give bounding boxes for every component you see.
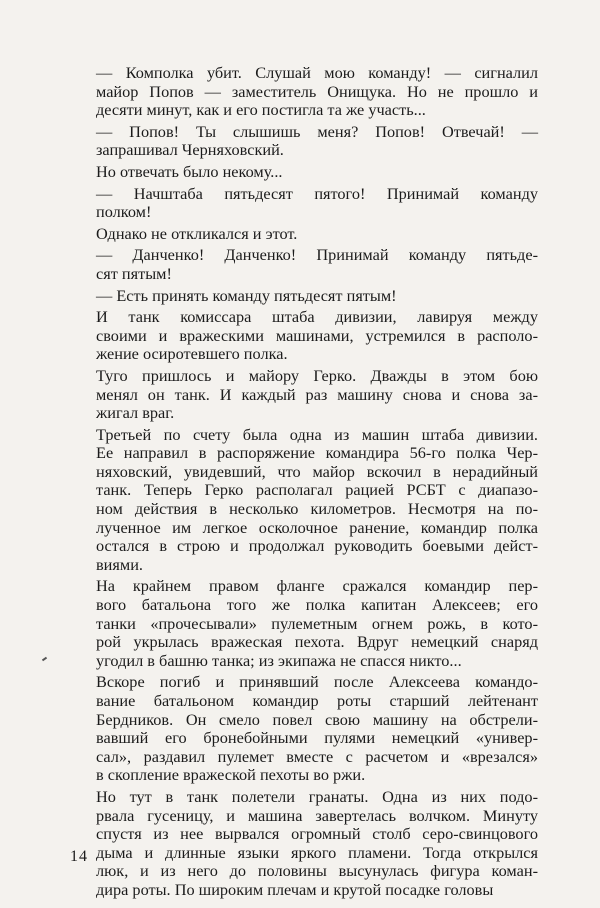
- print-speck: [42, 657, 47, 662]
- text-line: виями.: [96, 554, 143, 574]
- paragraph: [68, 225, 538, 244]
- text-line: — Есть принять команду пятьдесят пятым!: [96, 285, 397, 305]
- text-line: десяти минут, как и его постигла та же участь...: [96, 100, 426, 120]
- paragraph: [68, 163, 538, 182]
- text-line: Третьей по счету была одна из машин штаба дивизии.: [96, 424, 538, 444]
- text-line: спустя из нее вырвался огромный столб серо-свинцового: [96, 824, 538, 844]
- text-line: Но отвечать было некому...: [96, 161, 283, 181]
- text-line: И танк комиссара штаба дивизии, лавируя между: [96, 307, 538, 327]
- text-line: в скопление вражеской пехоты во ржи.: [96, 765, 366, 785]
- text-line: танки «прочесывали» пулеметным огнем рожь, в кото-: [96, 613, 538, 633]
- text-line: рой укрылась вражеская пехота. Вдруг немецкий снаряд: [96, 632, 538, 652]
- text-line: Ее направил в распоряжение командира 56-го полка Чер-: [96, 443, 538, 463]
- text-line: Бердников. Он смело повел свою машину на обстрели-: [96, 709, 538, 729]
- text-line: жигал враг.: [96, 403, 175, 423]
- text-line: дира роты. По широким плечам и крутой посадке головы: [96, 879, 494, 899]
- text-line: люк, и из него до половины высунулась фигура коман-: [96, 861, 538, 881]
- paragraph: [68, 64, 538, 120]
- paragraph: [68, 123, 538, 160]
- text-line: ном действия в несколько километров. Несмотря на по-: [96, 499, 538, 519]
- paragraph: [68, 426, 538, 575]
- paragraph: [68, 788, 538, 900]
- paragraph: [68, 308, 538, 364]
- text-line: полком!: [96, 202, 152, 222]
- text-line: дыма и длинные языки яркого пламени. Тогда открылся: [96, 842, 538, 862]
- page-text: [68, 64, 538, 900]
- text-line: Но тут в танк полетели гранаты. Одна из них подо-: [96, 786, 538, 806]
- paragraph: [68, 367, 538, 423]
- text-line: менял он танк. И каждый раз машину снова и снова за-: [96, 384, 538, 404]
- text-line: Однако не откликался и этот.: [96, 223, 298, 243]
- text-line: танк. Теперь Герко располагал рацией РСБТ с диапазо-: [96, 480, 538, 500]
- text-line: сал», раздавил пулемет вместе с расчетом и «врезался»: [96, 746, 538, 766]
- paragraph: [68, 673, 538, 785]
- text-line: На крайнем правом фланге сражался командир пер-: [96, 576, 538, 596]
- text-line: жение осиротевшего полка.: [96, 344, 288, 364]
- page-number: 14: [70, 848, 88, 865]
- paragraph: [68, 577, 538, 670]
- text-line: остался в строю и продолжал руководить боевыми дейст-: [96, 536, 538, 556]
- text-line: вого батальона того же полка капитан Алексеев; его: [96, 595, 538, 615]
- text-line: запрашивал Черняховский.: [96, 140, 284, 160]
- paragraph: [68, 185, 538, 222]
- text-line: вавший его бронебойными пулями немецкий «универ-: [96, 728, 538, 748]
- paragraph: [68, 287, 538, 306]
- text-line: Туго пришлось и майору Герко. Дважды в этом бою: [96, 365, 538, 385]
- text-line: своими и вражескими машинами, устремился в располо-: [96, 325, 538, 345]
- text-line: лученное им легкое осколочное ранение, командир полка: [96, 517, 538, 537]
- text-line: — Комполка убит. Слушай мою команду! — сигналил: [96, 63, 538, 82]
- text-line: угодил в башню танка; из экипажа не спасся никто...: [96, 650, 462, 670]
- text-line: рвала гусеницу, и машина завертелась волчком. Минуту: [96, 805, 538, 825]
- text-line: вание батальоном командир роты старший лейтенант: [96, 691, 538, 710]
- text-line: — Начштаба пятьдесят пятого! Принимай команду: [96, 183, 538, 203]
- text-line: — Попов! Ты слышишь меня? Попов! Отвечай! —: [96, 121, 538, 141]
- text-line: няховский, увидевший, что майор вскочил в нерадийный: [96, 461, 538, 481]
- paragraph: [68, 246, 538, 283]
- text-line: сят пятым!: [96, 263, 172, 283]
- text-line: майор Попов — заместитель Онищука. Но не прошло и: [96, 81, 538, 101]
- text-line: — Данченко! Данченко! Принимай команду пятьде-: [96, 245, 538, 265]
- text-line: Вскоре погиб и принявший после Алексеева командо-: [96, 672, 538, 692]
